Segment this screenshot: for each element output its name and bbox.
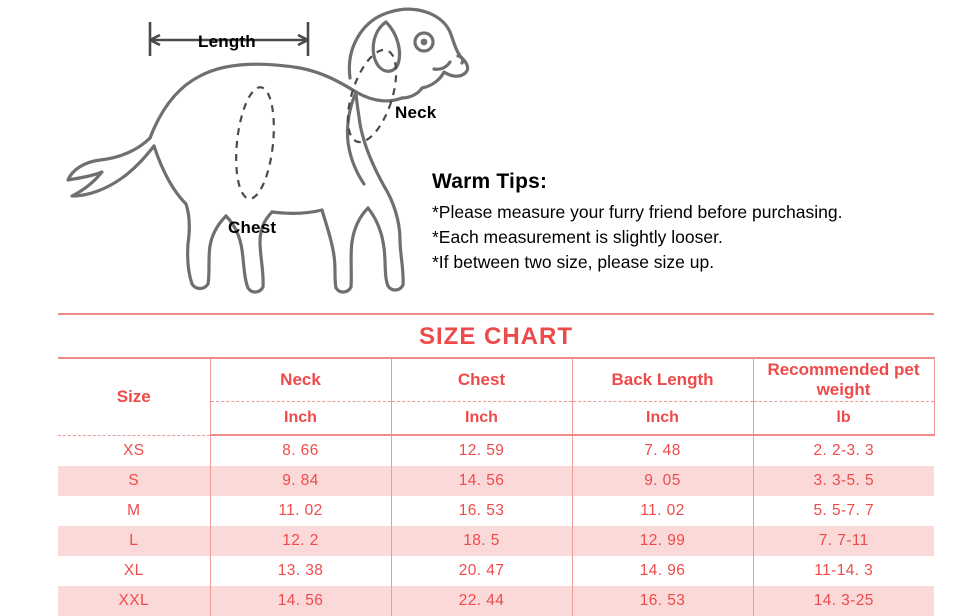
unit-header-weight: lb bbox=[753, 402, 934, 436]
cell-size: XS bbox=[58, 435, 210, 466]
cell-neck: 9. 84 bbox=[210, 466, 391, 496]
column-header-chest: Chest bbox=[391, 358, 572, 402]
neck-label: Neck bbox=[395, 103, 437, 122]
cell-back-length: 7. 48 bbox=[572, 435, 753, 466]
cell-neck: 14. 56 bbox=[210, 586, 391, 616]
table-row bbox=[58, 526, 934, 556]
table-header-row bbox=[58, 358, 934, 402]
cell-neck: 12. 2 bbox=[210, 526, 391, 556]
column-header-back-length: Back Length bbox=[572, 358, 753, 402]
warm-tip-line: *Please measure your furry friend before purchasing. bbox=[432, 202, 843, 222]
cell-weight: 3. 3-5. 5 bbox=[753, 466, 934, 496]
chest-label: Chest bbox=[228, 218, 277, 237]
size-chart bbox=[58, 313, 934, 616]
cell-size: XXL bbox=[58, 586, 210, 616]
unit-header-neck: Inch bbox=[210, 402, 391, 436]
table-row bbox=[58, 466, 934, 496]
table-row bbox=[58, 586, 934, 616]
cell-chest: 14. 56 bbox=[391, 466, 572, 496]
size-chart-table bbox=[58, 357, 935, 616]
cell-weight: 7. 7-11 bbox=[753, 526, 934, 556]
cell-back-length: 11. 02 bbox=[572, 496, 753, 526]
cell-neck: 11. 02 bbox=[210, 496, 391, 526]
cell-chest: 16. 53 bbox=[391, 496, 572, 526]
cell-back-length: 14. 96 bbox=[572, 556, 753, 586]
table-row bbox=[58, 435, 934, 466]
cell-back-length: 9. 05 bbox=[572, 466, 753, 496]
unit-header-chest: Inch bbox=[391, 402, 572, 436]
table-row bbox=[58, 496, 934, 526]
cell-neck: 8. 66 bbox=[210, 435, 391, 466]
cell-weight: 5. 5-7. 7 bbox=[813, 502, 874, 519]
cell-neck: 13. 38 bbox=[210, 556, 391, 586]
length-label: Length bbox=[198, 32, 256, 51]
cell-chest: 12. 59 bbox=[391, 435, 572, 466]
warm-tip-line: *Each measurement is slightly looser. bbox=[432, 226, 723, 247]
warm-tips-title: Warm Tips: bbox=[432, 170, 548, 193]
cell-size: XL bbox=[58, 556, 210, 586]
size-chart-title: SIZE CHART bbox=[58, 313, 934, 357]
cell-back-length: 16. 53 bbox=[572, 586, 753, 616]
cell-chest: 18. 5 bbox=[391, 526, 572, 556]
column-header-size: Size bbox=[58, 358, 210, 435]
cell-size: S bbox=[58, 466, 210, 496]
column-header-recommended-weight: Recommended pet weight bbox=[753, 358, 934, 402]
unit-header-back-length: Inch bbox=[572, 402, 753, 436]
cell-weight: 14. 3-25 bbox=[753, 586, 934, 616]
cell-weight: 11-14. 3 bbox=[814, 562, 874, 579]
cell-chest: 22. 44 bbox=[391, 586, 572, 616]
table-row bbox=[58, 556, 934, 586]
cell-chest: 20. 47 bbox=[391, 556, 572, 586]
cell-size: L bbox=[58, 526, 210, 556]
cell-back-length: 12. 99 bbox=[572, 526, 753, 556]
warm-tips-block bbox=[432, 170, 962, 275]
dog-outline-icon bbox=[50, 0, 470, 305]
chest-measure-ellipse-icon bbox=[231, 85, 279, 200]
warm-tip-line: *If between two size, please size up. bbox=[432, 251, 715, 272]
column-header-neck: Neck bbox=[210, 358, 391, 402]
cell-weight: 2. 2-3. 3 bbox=[813, 442, 874, 459]
cell-size: M bbox=[58, 496, 210, 526]
